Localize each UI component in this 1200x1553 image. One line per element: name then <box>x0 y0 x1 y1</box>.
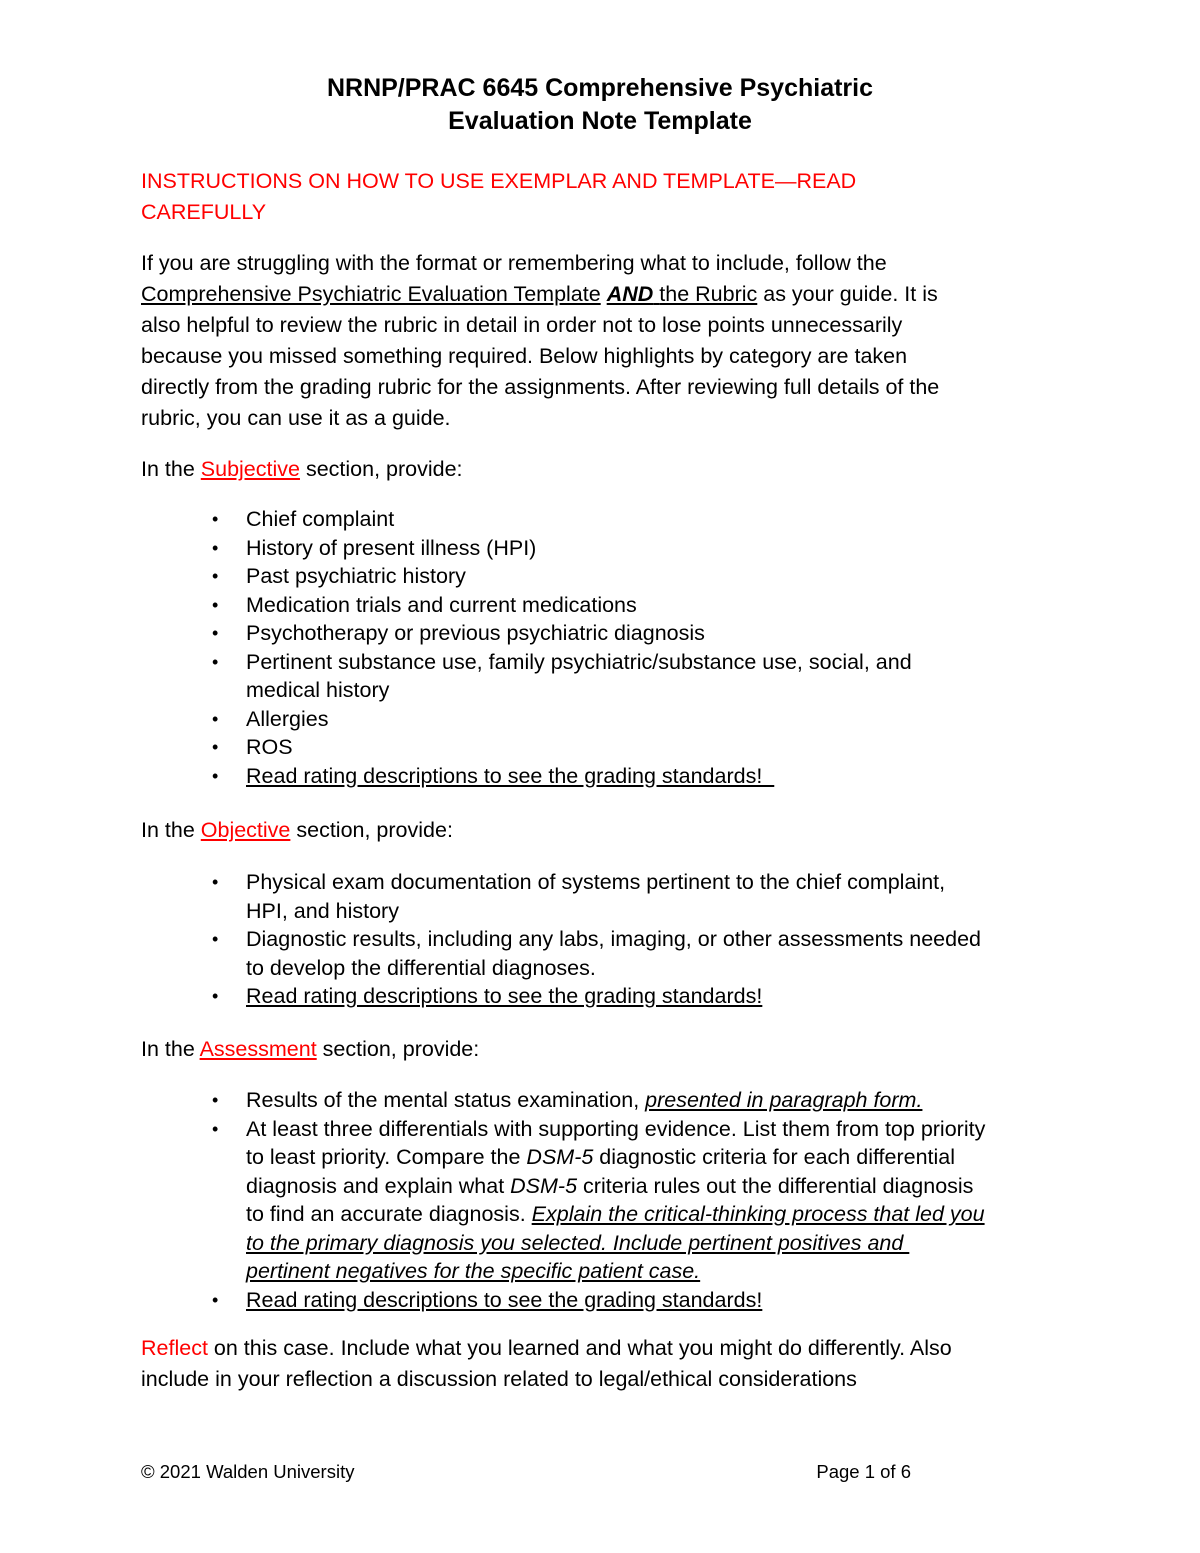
page-number: Page 1 of 6 <box>816 1461 911 1482</box>
copyright-text: © 2021 Walden University <box>141 1461 355 1482</box>
subjective-keyword: Subjective <box>200 457 300 481</box>
instructions-heading: INSTRUCTIONS ON HOW TO USE EXEMPLAR AND TEMPLATE—READ CAREFULLY <box>141 169 857 224</box>
reflect-keyword: Reflect <box>141 1336 208 1360</box>
list-item: • Physical exam documentation of systems pertinent to the chief complaint, HPI, and history <box>212 870 946 923</box>
page-footer <box>141 1460 911 1484</box>
title-line-1: NRNP/PRAC 6645 Comprehensive Psychiatric <box>326 74 874 102</box>
list-item: • Psychotherapy or previous psychiatric diagnosis <box>212 621 705 645</box>
list-item: • Past psychiatric history <box>212 564 466 588</box>
subjective-heading: In the Subjective section, provide: <box>141 457 463 481</box>
list-item: • Results of the mental status examination, presented in paragraph form. <box>212 1088 923 1112</box>
list-item: • History of present illness (HPI) <box>212 535 537 560</box>
objective-keyword: Objective <box>200 818 291 842</box>
assessment-rating-link[interactable]: Read rating descriptions to see the grading standards! <box>246 1287 763 1312</box>
objective-heading: In the Objective section, provide: <box>141 818 453 842</box>
objective-list <box>141 868 1071 1011</box>
list-item: • Read rating descriptions to see the grading standards! <box>212 984 763 1008</box>
template-link[interactable]: Comprehensive Psychiatric Evaluation Template <box>141 282 601 306</box>
list-item: • Medication trials and current medications <box>212 592 637 617</box>
list-item: • Chief complaint <box>212 507 395 531</box>
assessment-heading: In the Assessment section, provide: <box>141 1037 480 1061</box>
subjective-list <box>141 505 1071 790</box>
subjective-rating-link[interactable]: Read rating descriptions to see the grading standards! <box>246 763 775 788</box>
rubric-link[interactable]: AND the Rubric <box>606 282 758 306</box>
list-item: • Allergies <box>212 706 329 731</box>
list-item: • Pertinent substance use, family psychiatric/substance use, social, and medical history <box>212 649 912 702</box>
assessment-keyword: Assessment <box>199 1037 317 1061</box>
reflect-paragraph: Reflect on this case. Include what you learned and what you might do differently. Also include in your reflection a discussion related to legal/ethical considerations <box>141 1336 952 1391</box>
page-title <box>0 72 1200 138</box>
list-item: • Read rating descriptions to see the grading standards! <box>212 763 775 788</box>
list-item: • At least three differentials with supporting evidence. List them from top priority to least priority. Compare the DSM-5 diagnostic criteria for each differential diagnosis and explain what DSM-5 criteria rules out the differential diagnosis to find an accurate diagnosis. Explain the critical-thinking process that led you to the primary diagnosis you selected. Include pertinent positives and pertinent negatives for the specific patient case. <box>212 1116 986 1283</box>
assessment-list <box>141 1086 1071 1314</box>
list-item: • Read rating descriptions to see the grading standards! <box>212 1287 763 1312</box>
title-line-2: Evaluation Note Template <box>448 107 752 135</box>
intro-paragraph: If you are struggling with the format or remembering what to include, follow the Comprehensive Psychiatric Evaluation Template AND the Rubric as your guide. It is also helpful to review the rubric in detail in order not to lose points unnecessarily because you missed something required. Below highlights by category are taken directly from the grading rubric for the assignments. After reviewing full details of the rubric, you can use it as a guide. <box>141 251 940 430</box>
list-item: • Diagnostic results, including any labs, imaging, or other assessments needed to develop the differential diagnoses. <box>212 927 981 980</box>
list-item: • ROS <box>212 735 293 759</box>
objective-rating-link[interactable]: Read rating descriptions to see the grading standards! <box>246 984 763 1008</box>
